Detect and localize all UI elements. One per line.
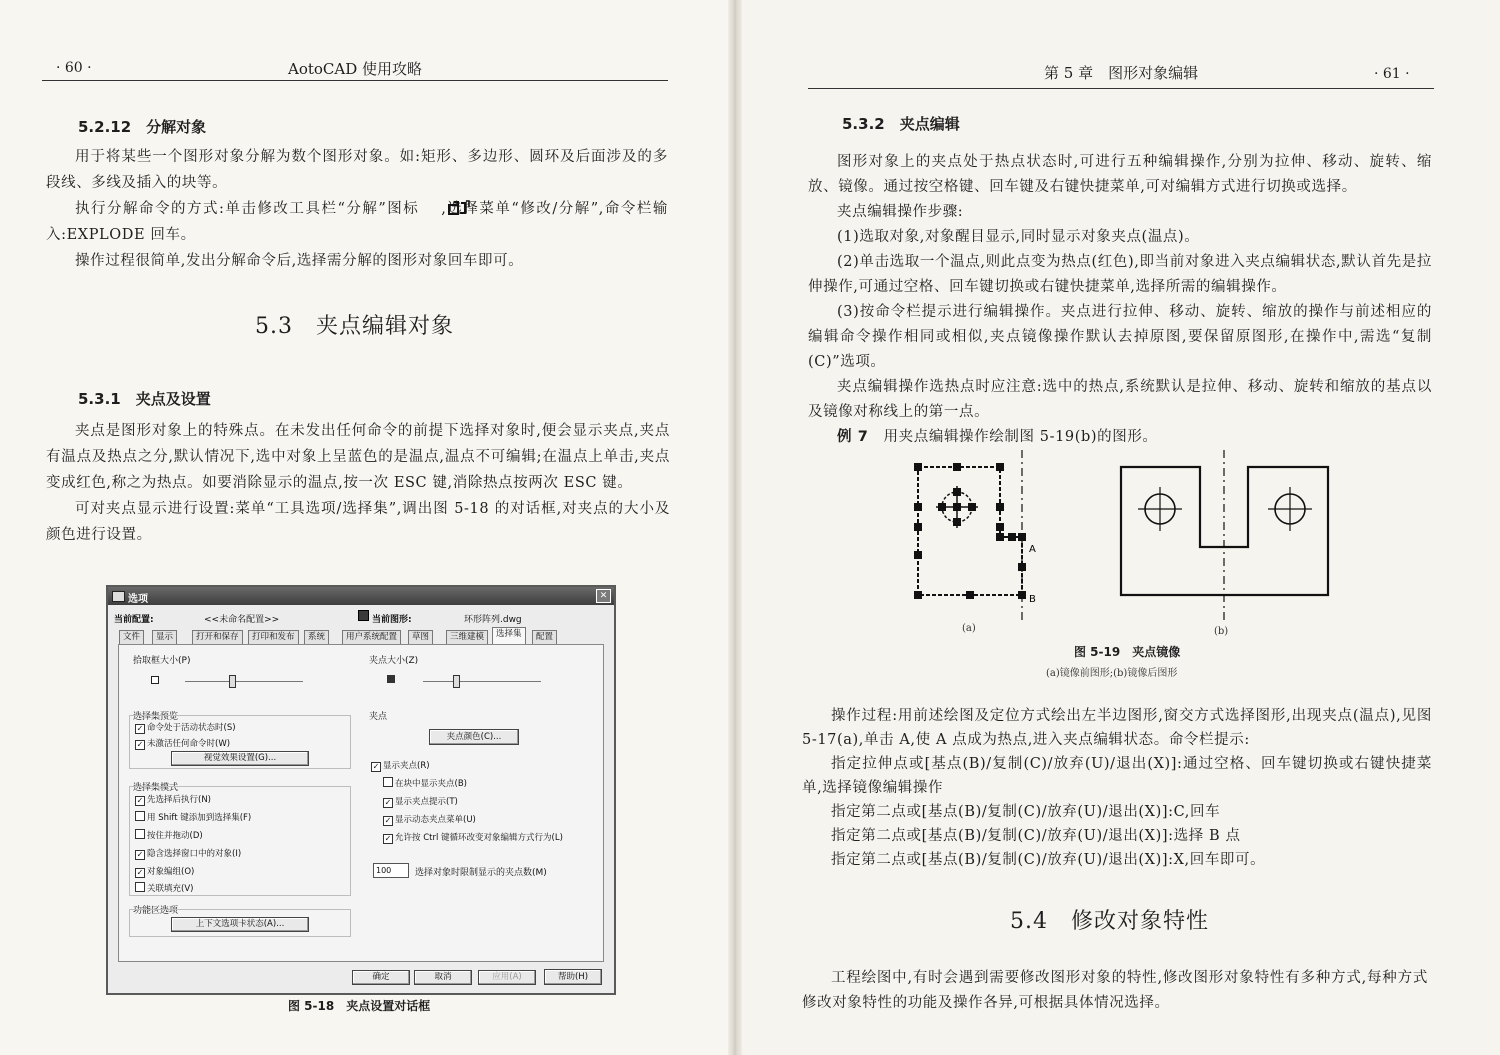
right-chapter-title: 第 5 章 图形对象编辑	[1044, 64, 1199, 82]
ok-button[interactable]: 确定	[352, 970, 410, 985]
pickbox-slider-track[interactable]	[185, 681, 303, 682]
command-line: 指定第二点或[基点(B)/复制(C)/放弃(U)/退出(X)]:X,回车即可。	[831, 852, 1266, 868]
selection-tab-panel	[118, 644, 604, 962]
help-button[interactable]: 帮助(H)	[544, 969, 602, 985]
heading-5-4: 5.4 修改对象特性	[1010, 909, 1209, 934]
tab-drafting[interactable]: 草图	[408, 630, 433, 644]
checkbox-ctrl-cycling[interactable]: ✓ 允许按 Ctrl 键循环改变对象编辑方式行为(L)	[384, 833, 563, 843]
right-header-rule	[808, 88, 1434, 89]
tab-display[interactable]: 显示	[152, 630, 177, 644]
grip-colors-button[interactable]: 夹点颜色(C)...	[429, 729, 519, 745]
checkbox-press-drag[interactable]: 按住并拖动(D)	[135, 829, 203, 841]
figure-5-18-caption: 图 5-18 夹点设置对话框	[288, 999, 431, 1013]
checkbox-active-command[interactable]: ✓ 命令处于活动状态时(S)	[136, 723, 236, 733]
ribbon-options-label: 功能区选项	[133, 906, 179, 916]
figure-a-label: (a)	[962, 623, 976, 634]
figure-5-19-caption: 图 5-19 夹点镜像	[1074, 645, 1181, 659]
pickbox-preview	[151, 676, 159, 684]
right-page-number: · 61 ·	[1374, 66, 1410, 82]
current-config-value: <<未命名配置>>	[204, 615, 280, 625]
paragraph: 图形对象上的夹点处于热点状态时,可进行五种编辑操作,分别为拉伸、移动、旋转、缩放、镜像。通过按空格键、回车键及右键快捷菜单,可对编辑方式进行切换或选择。	[808, 154, 1432, 195]
paragraph: 用于将某些一个图形对象分解为数个图形对象。如:矩形、多边形、圆环及后面涉及的多段线、多线及插入的块等。	[46, 149, 668, 191]
heading-5-3-2: 5.3.2 夹点编辑	[842, 115, 960, 133]
heading-5-3-1: 5.3.1 夹点及设置	[78, 390, 211, 408]
options-dialog	[106, 585, 616, 995]
left-page-number: · 60 ·	[56, 60, 92, 76]
current-config-label: 当前配置:	[114, 615, 154, 625]
section-5-4-body	[802, 966, 1428, 1016]
visual-effects-button[interactable]: 视觉效果设置(G)...	[171, 751, 309, 766]
book-gutter	[728, 0, 742, 1055]
paragraph: (3)按命令栏提示进行编辑操作。夹点进行拉伸、移动、旋转、缩放的操作与前述相应的编辑命令操作相同或相似,夹点镜像操作默认去掉原图,要保留原图形,在操作中,需选“复制(C)”选项。	[808, 304, 1432, 370]
command-line: 指定拉伸点或[基点(B)/复制(C)/放弃(U)/退出(X)]:通过空格、回车键切换或右键快捷菜单,选择镜像编辑操作	[802, 756, 1432, 796]
selection-preview-label: 选择集预览	[133, 712, 179, 722]
tab-user-preferences[interactable]: 用户系统配置	[342, 630, 401, 644]
point-a-label: A	[1029, 544, 1036, 555]
tab-selection[interactable]: 选择集	[492, 627, 526, 645]
grip-size-slider-thumb[interactable]	[453, 675, 460, 688]
grip-size-slider-track[interactable]	[423, 681, 541, 682]
checkbox-grip-tips[interactable]: ✓ 显示夹点提示(T)	[384, 797, 458, 807]
section-5-3-2-body	[808, 150, 1432, 450]
grips-label: 夹点	[369, 712, 388, 722]
explode-icon	[419, 199, 441, 215]
left-book-title: AotoCAD 使用攻略	[288, 60, 423, 78]
grip-size-preview	[387, 675, 395, 683]
checkbox-no-command[interactable]: ✓ 未激活任何命令时(W)	[136, 739, 231, 749]
point-b-label: B	[1029, 594, 1036, 605]
paragraph-explode-method	[46, 196, 668, 248]
dialog-title: 选项	[128, 594, 148, 605]
checkbox-object-group[interactable]: ✓ 对象编组(O)	[136, 867, 195, 877]
grip-limit-input[interactable]: 100	[373, 863, 409, 878]
heading-5-3: 5.3 夹点编辑对象	[255, 314, 454, 339]
paragraph: 操作过程很简单,发出分解命令后,选择需分解的图形对象回车即可。	[75, 253, 524, 269]
figure-a-grips	[914, 463, 1026, 599]
paragraph-text: ,选择菜单“修改/分解”,命令栏输入:EXPLODE 回车。	[46, 201, 668, 243]
paragraph: (1)选取对象,对象醒目显示,同时显示对象夹点(温点)。	[837, 229, 1200, 245]
apply-button[interactable]: 应用(A)	[478, 970, 536, 985]
figure-5-19-drawing	[900, 445, 1350, 645]
checkbox-grips-in-blocks[interactable]: 在块中显示夹点(B)	[383, 777, 467, 789]
procedure-body	[802, 704, 1432, 872]
selection-modes-label: 选择集模式	[133, 783, 179, 793]
paragraph-text: 执行分解命令的方式:单击修改工具栏“分解”图标	[75, 201, 420, 217]
current-drawing-value: 环形阵列.dwg	[464, 615, 522, 625]
section-5-3-1-body	[46, 418, 670, 548]
checkbox-show-grips[interactable]: ✓ 显示夹点(R)	[372, 761, 430, 771]
paragraph: 夹点是图形对象上的特殊点。在未发出任何命令的前提下选择对象时,便会显示夹点,夹点有温点及热点之分,默认情况下,选中对象上呈蓝色的是温点,温点不可编辑;在温点上单击,夹点变成红色,称之为热点。如要消除显示的温点,按一次 ESC 键,消除热点按两次 ESC 键。	[46, 423, 670, 491]
checkbox-noun-verb[interactable]: ✓ 先选择后执行(N)	[136, 795, 211, 805]
close-icon[interactable]: ✕	[596, 589, 611, 603]
checkbox-associative-hatch[interactable]: 关联填充(V)	[135, 882, 193, 894]
tab-files[interactable]: 文件	[119, 630, 144, 644]
checkbox-dynamic-grip-menu[interactable]: ✓ 显示动态夹点菜单(U)	[384, 815, 476, 825]
contextual-tab-button[interactable]: 上下文选项卡状态(A)...	[171, 917, 309, 932]
grip-limit-label: 选择对象时限制显示的夹点数(M)	[415, 868, 547, 878]
figure-b-label: (b)	[1214, 626, 1229, 637]
paragraph: (2)单击选取一个温点,则此点变为热点(红色),即当前对象进入夹点编辑状态,默认首先是拉伸操作,可通过空格、回车键切换或右键快捷菜单,选择所需的编辑操作。	[808, 254, 1432, 295]
checkbox-implied-window[interactable]: ✓ 隐含选择窗口中的对象(I)	[136, 849, 242, 859]
tab-open-save[interactable]: 打开和保存	[192, 630, 243, 644]
tab-plot-publish[interactable]: 打印和发布	[248, 630, 299, 644]
paragraph: 夹点编辑操作步骤:	[837, 204, 964, 220]
command-line: 指定第二点或[基点(B)/复制(C)/放弃(U)/退出(X)]:C,回车	[831, 804, 1221, 820]
app-icon	[112, 591, 125, 602]
example-label: 例 7	[837, 429, 869, 445]
heading-5-2-12: 5.2.12 分解对象	[78, 118, 207, 136]
example-text: 用夹点编辑操作绘制图 5-19(b)的图形。	[883, 429, 1158, 445]
tab-profiles[interactable]: 配置	[532, 630, 557, 644]
figure-5-19-subcaption: (a)镜像前图形;(b)镜像后图形	[1046, 668, 1178, 679]
tab-3d-modeling[interactable]: 三维建模	[446, 630, 488, 644]
figure-b-mirrored-shape	[1121, 450, 1328, 620]
command-line: 指定第二点或[基点(B)/复制(C)/放弃(U)/退出(X)]:选择 B 点	[831, 828, 1241, 844]
dialog-title-bar	[108, 587, 614, 605]
drawing-icon	[358, 610, 369, 621]
paragraph: 可对夹点显示进行设置:菜单“工具选项/选择集”,调出图 5-18 的对话框,对夹点的大小及颜色进行设置。	[46, 501, 670, 543]
grip-size-label: 夹点大小(Z)	[369, 656, 419, 666]
pickbox-size-label: 拾取框大小(P)	[133, 656, 191, 666]
left-header-rule	[42, 80, 668, 81]
checkbox-shift-add[interactable]: 用 Shift 键添加到选择集(F)	[135, 811, 251, 823]
paragraph: 工程绘图中,有时会遇到需要修改图形对象的特性,修改图形对象特性有多种方式,每种方式修改对象特性的功能及操作各异,可根据具体情况选择。	[802, 970, 1428, 1011]
paragraph: 操作过程:用前述绘图及定位方式绘出左半边图形,窗交方式选择图形,出现夹点(温点),见图 5-17(a),单击 A,使 A 点成为热点,进入夹点编辑状态。命令栏提示:	[802, 708, 1432, 748]
tab-system[interactable]: 系统	[304, 630, 329, 644]
pickbox-slider-thumb[interactable]	[229, 675, 236, 688]
section-5-2-12-body	[46, 144, 668, 274]
current-drawing-label: 当前图形:	[372, 615, 412, 625]
cancel-button[interactable]: 取消	[414, 970, 472, 985]
paragraph: 夹点编辑操作选热点时应注意:选中的热点,系统默认是拉伸、移动、旋转和缩放的基点以及镜像对称线上的第一点。	[808, 379, 1432, 420]
